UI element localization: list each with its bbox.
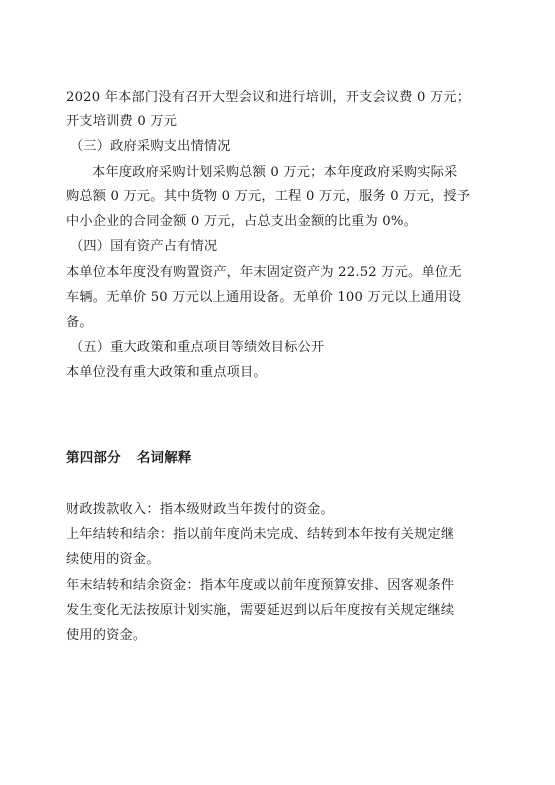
meetings-text-line-2: 开支培训费 0 万元 bbox=[66, 114, 178, 129]
part-four-label: 第四部分 bbox=[66, 450, 121, 466]
procurement-heading: （三）政府采购支出情情况 bbox=[70, 139, 231, 154]
procurement-text-line-1: 本年度政府采购计划采购总额 0 万元；本年度政府采购实际采 bbox=[92, 165, 458, 180]
part-four-title: 名词解释 bbox=[136, 450, 192, 466]
assets-heading: （四）国有资产占有情况 bbox=[70, 239, 218, 254]
assets-text-line-2: 车辆。无单价 50 万元以上通用设备。无单价 100 万元以上通用设 bbox=[66, 290, 462, 305]
glossary-item-1: 财政拨款收入：指本级财政当年拨付的资金。 bbox=[66, 502, 334, 517]
policy-heading: （五）重大政策和重点项目等绩效目标公开 bbox=[70, 340, 325, 355]
procurement-text-line-2: 购总额 0 万元。其中货物 0 万元，工程 0 万元，服务 0 万元，授予 bbox=[66, 189, 471, 204]
meetings-text-line-1: 2020 年本部门没有召开大型会议和进行培训，开支会议费 0 万元； bbox=[66, 90, 471, 105]
glossary-item-3-line-2: 发生变化无法按原计划实施，需要延迟到以后年度按有关规定继续 bbox=[66, 603, 455, 618]
part-four-heading bbox=[66, 448, 498, 468]
assets-text-line-1: 本单位本年度没有购置资产，年末固定资产为 22.52 万元。单位无 bbox=[66, 265, 462, 280]
procurement-text-line-3: 中小企业的合同金额 0 万元，占总支出金额的比重为 0%。 bbox=[66, 214, 417, 229]
glossary-item-2-line-1: 上年结转和结余：指以前年度尚未完成、结转到本年按有关规定继 bbox=[66, 527, 455, 542]
glossary-item-3-line-3: 使用的资金。 bbox=[66, 628, 147, 643]
glossary-item-3-line-1: 年末结转和结余资金：指本年度或以前年度预算安排、因客观条件 bbox=[66, 578, 455, 593]
assets-text-line-3: 备。 bbox=[66, 315, 93, 330]
glossary-item-2-line-2: 续使用的资金。 bbox=[66, 552, 160, 567]
policy-text-line-1: 本单位没有重大政策和重点项目。 bbox=[66, 365, 267, 380]
